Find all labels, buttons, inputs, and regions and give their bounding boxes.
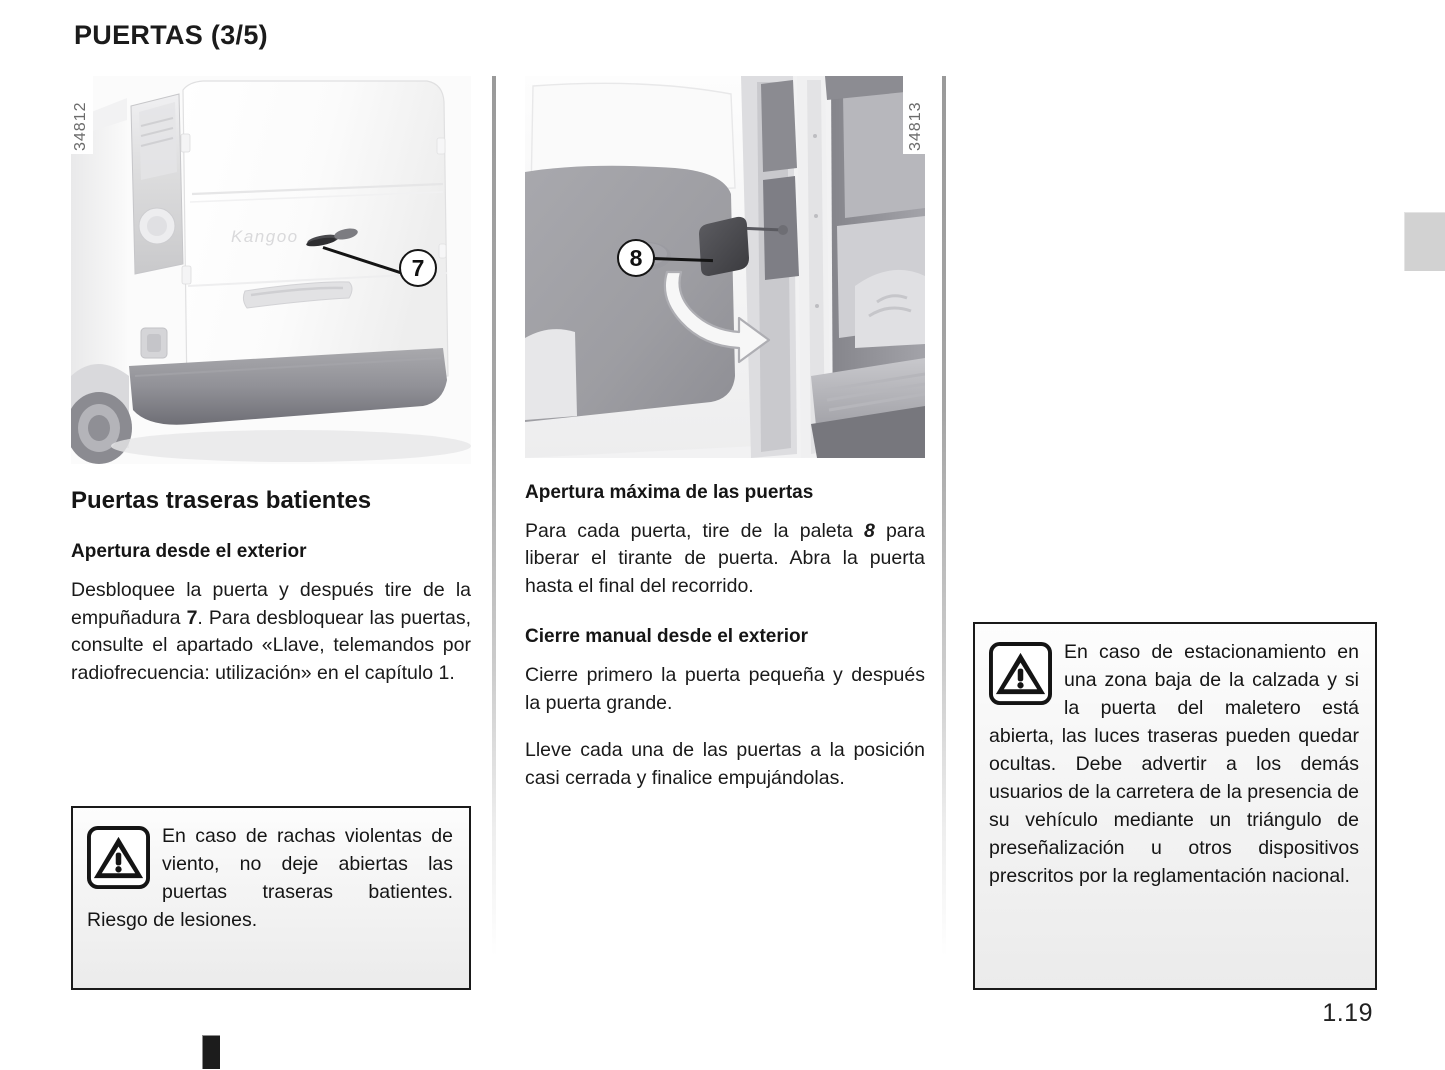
subheading-exterior-opening: Apertura desde el exterior: [71, 541, 307, 563]
door-interior-photo: [525, 76, 925, 458]
subheading-max-opening: Apertura máxima de las puertas: [525, 482, 814, 503]
paragraph-text-before: Desbloquee la puerta y después tire de la empuñadura: [71, 579, 471, 629]
callout-marker-7: 7: [399, 249, 437, 287]
bottom-page-marker: [202, 1035, 220, 1069]
warning-box-parking: [973, 622, 1377, 990]
column-left: [71, 76, 471, 687]
page-title: PUERTAS (3/5): [74, 20, 268, 50]
svg-text:Kangoo: Kangoo: [231, 227, 299, 246]
subheading-manual-closing: Cierre manual desde el exterior: [525, 626, 809, 648]
chapter-edge-tab: [1404, 212, 1445, 271]
paragraph-closing-order: Cierre primero la puerta pequeña y después la puerta grande.: [525, 664, 925, 714]
figure-reference-number: 34813: [907, 101, 924, 151]
figure-reference-number: 34812: [72, 101, 89, 151]
warning-triangle-icon: [989, 642, 1052, 705]
figure-door-strap-interior: [525, 76, 925, 458]
paragraph-max-opening: [525, 518, 925, 601]
paragraph-closing-push: Lleve cada una de las puertas a la posición casi cerrada y finalice empujándolas.: [525, 739, 925, 789]
paragraph-text-before: Para cada puerta, tire de la paleta: [525, 519, 864, 542]
paragraph-exterior-opening: [71, 577, 471, 687]
paragraph-text-after: para liberar el tirante de puerta. Abra la puerta hasta el final del recorrido.: [525, 519, 925, 597]
warning-box-wind: [71, 806, 471, 990]
paragraph-item-number: 7: [186, 606, 198, 629]
section-heading-rear-doors: Puertas traseras batientes: [71, 487, 372, 514]
column-middle: [525, 76, 925, 792]
callout-marker-8: 8: [617, 239, 655, 277]
warning-text-wind: En caso de rachas violentas de viento, no deje abiertas las puertas traseras batientes. Riesgo de lesiones.: [87, 825, 453, 931]
figure-rear-doors-exterior: [71, 76, 471, 464]
warning-text-parking: En caso de estacionamiento en una zona baja de la calzada y si la puerta del maletero está abierta, las luces traseras pueden quedar ocultas. Debe advertir a los demás usuarios de la carretera de la presencia de su vehículo mediante un triángulo de preseñalización u otros dispositivos prescritos por la reglamentación nacional.: [989, 641, 1359, 887]
page-number: 1.19: [1322, 999, 1373, 1027]
paragraph-item-number: 8: [864, 519, 875, 542]
column-divider-2: [942, 76, 946, 956]
paragraph-text-after: . Para desbloquear las puertas, consulte el apartado «Llave, telemandos por radiofrecuencia: utilización» en el capítulo 1.: [71, 606, 471, 684]
column-divider-1: [492, 76, 496, 956]
warning-triangle-icon: [87, 826, 150, 889]
